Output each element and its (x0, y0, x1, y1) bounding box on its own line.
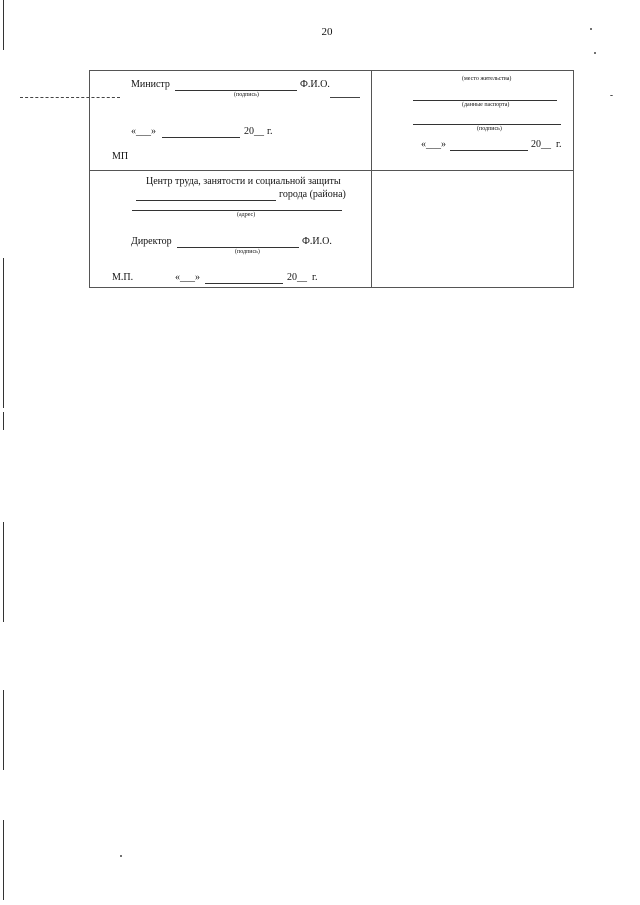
citizen-signature-caption: (подпись) (477, 126, 502, 132)
minister-signature-caption: (подпись) (234, 92, 259, 98)
center-date-day: «___» (175, 272, 200, 283)
scan-speck (590, 28, 592, 30)
center-date-year: 20__ (287, 272, 307, 283)
minister-date-month-line (162, 137, 240, 138)
minister-date-year-suffix: г. (267, 126, 273, 137)
minister-signature-line (175, 90, 297, 91)
minister-label: Министр (131, 79, 170, 90)
table-horizontal-divider (89, 170, 574, 171)
minister-date-day: «___» (131, 126, 156, 137)
scan-speck (594, 52, 596, 54)
center-seal-label: М.П. (112, 272, 134, 283)
director-label: Директор (131, 236, 172, 247)
director-signature-caption: (подпись) (235, 249, 260, 255)
director-signature-line (177, 247, 299, 248)
minister-date-year: 20__ (244, 126, 264, 137)
center-city-line (136, 200, 276, 201)
citizen-signature-line (413, 124, 561, 125)
citizen-date-year-suffix: г. (556, 139, 562, 150)
citizen-date-year: 20__ (531, 139, 551, 150)
center-city-label: города (района) (279, 189, 346, 200)
scan-edge-mark (3, 412, 4, 430)
minister-seal-label: МП (112, 151, 129, 162)
scan-edge-mark (3, 258, 4, 408)
residence-caption: (место жительства) (462, 76, 512, 82)
center-date-year-suffix: г. (312, 272, 318, 283)
center-address-line (132, 210, 342, 211)
minister-name-label: Ф.И.О. (300, 79, 330, 90)
passport-line (413, 100, 557, 101)
scan-speck (610, 95, 613, 96)
scan-speck (120, 855, 122, 857)
director-name-label: Ф.И.О. (302, 236, 332, 247)
center-title: Центр труда, занятости и социальной защиты (146, 176, 341, 187)
passport-caption: (данные паспорта) (462, 102, 510, 108)
scan-edge-mark (3, 0, 4, 50)
citizen-date-month-line (450, 150, 528, 151)
scan-edge-mark (3, 522, 4, 622)
scan-edge-mark (3, 820, 4, 900)
table-vertical-divider (371, 70, 372, 288)
center-address-caption: (адрес) (237, 212, 256, 218)
scan-edge-mark (3, 690, 4, 770)
citizen-date-day: «___» (421, 139, 446, 150)
center-date-month-line (205, 283, 283, 284)
page-number: 20 (321, 26, 333, 38)
